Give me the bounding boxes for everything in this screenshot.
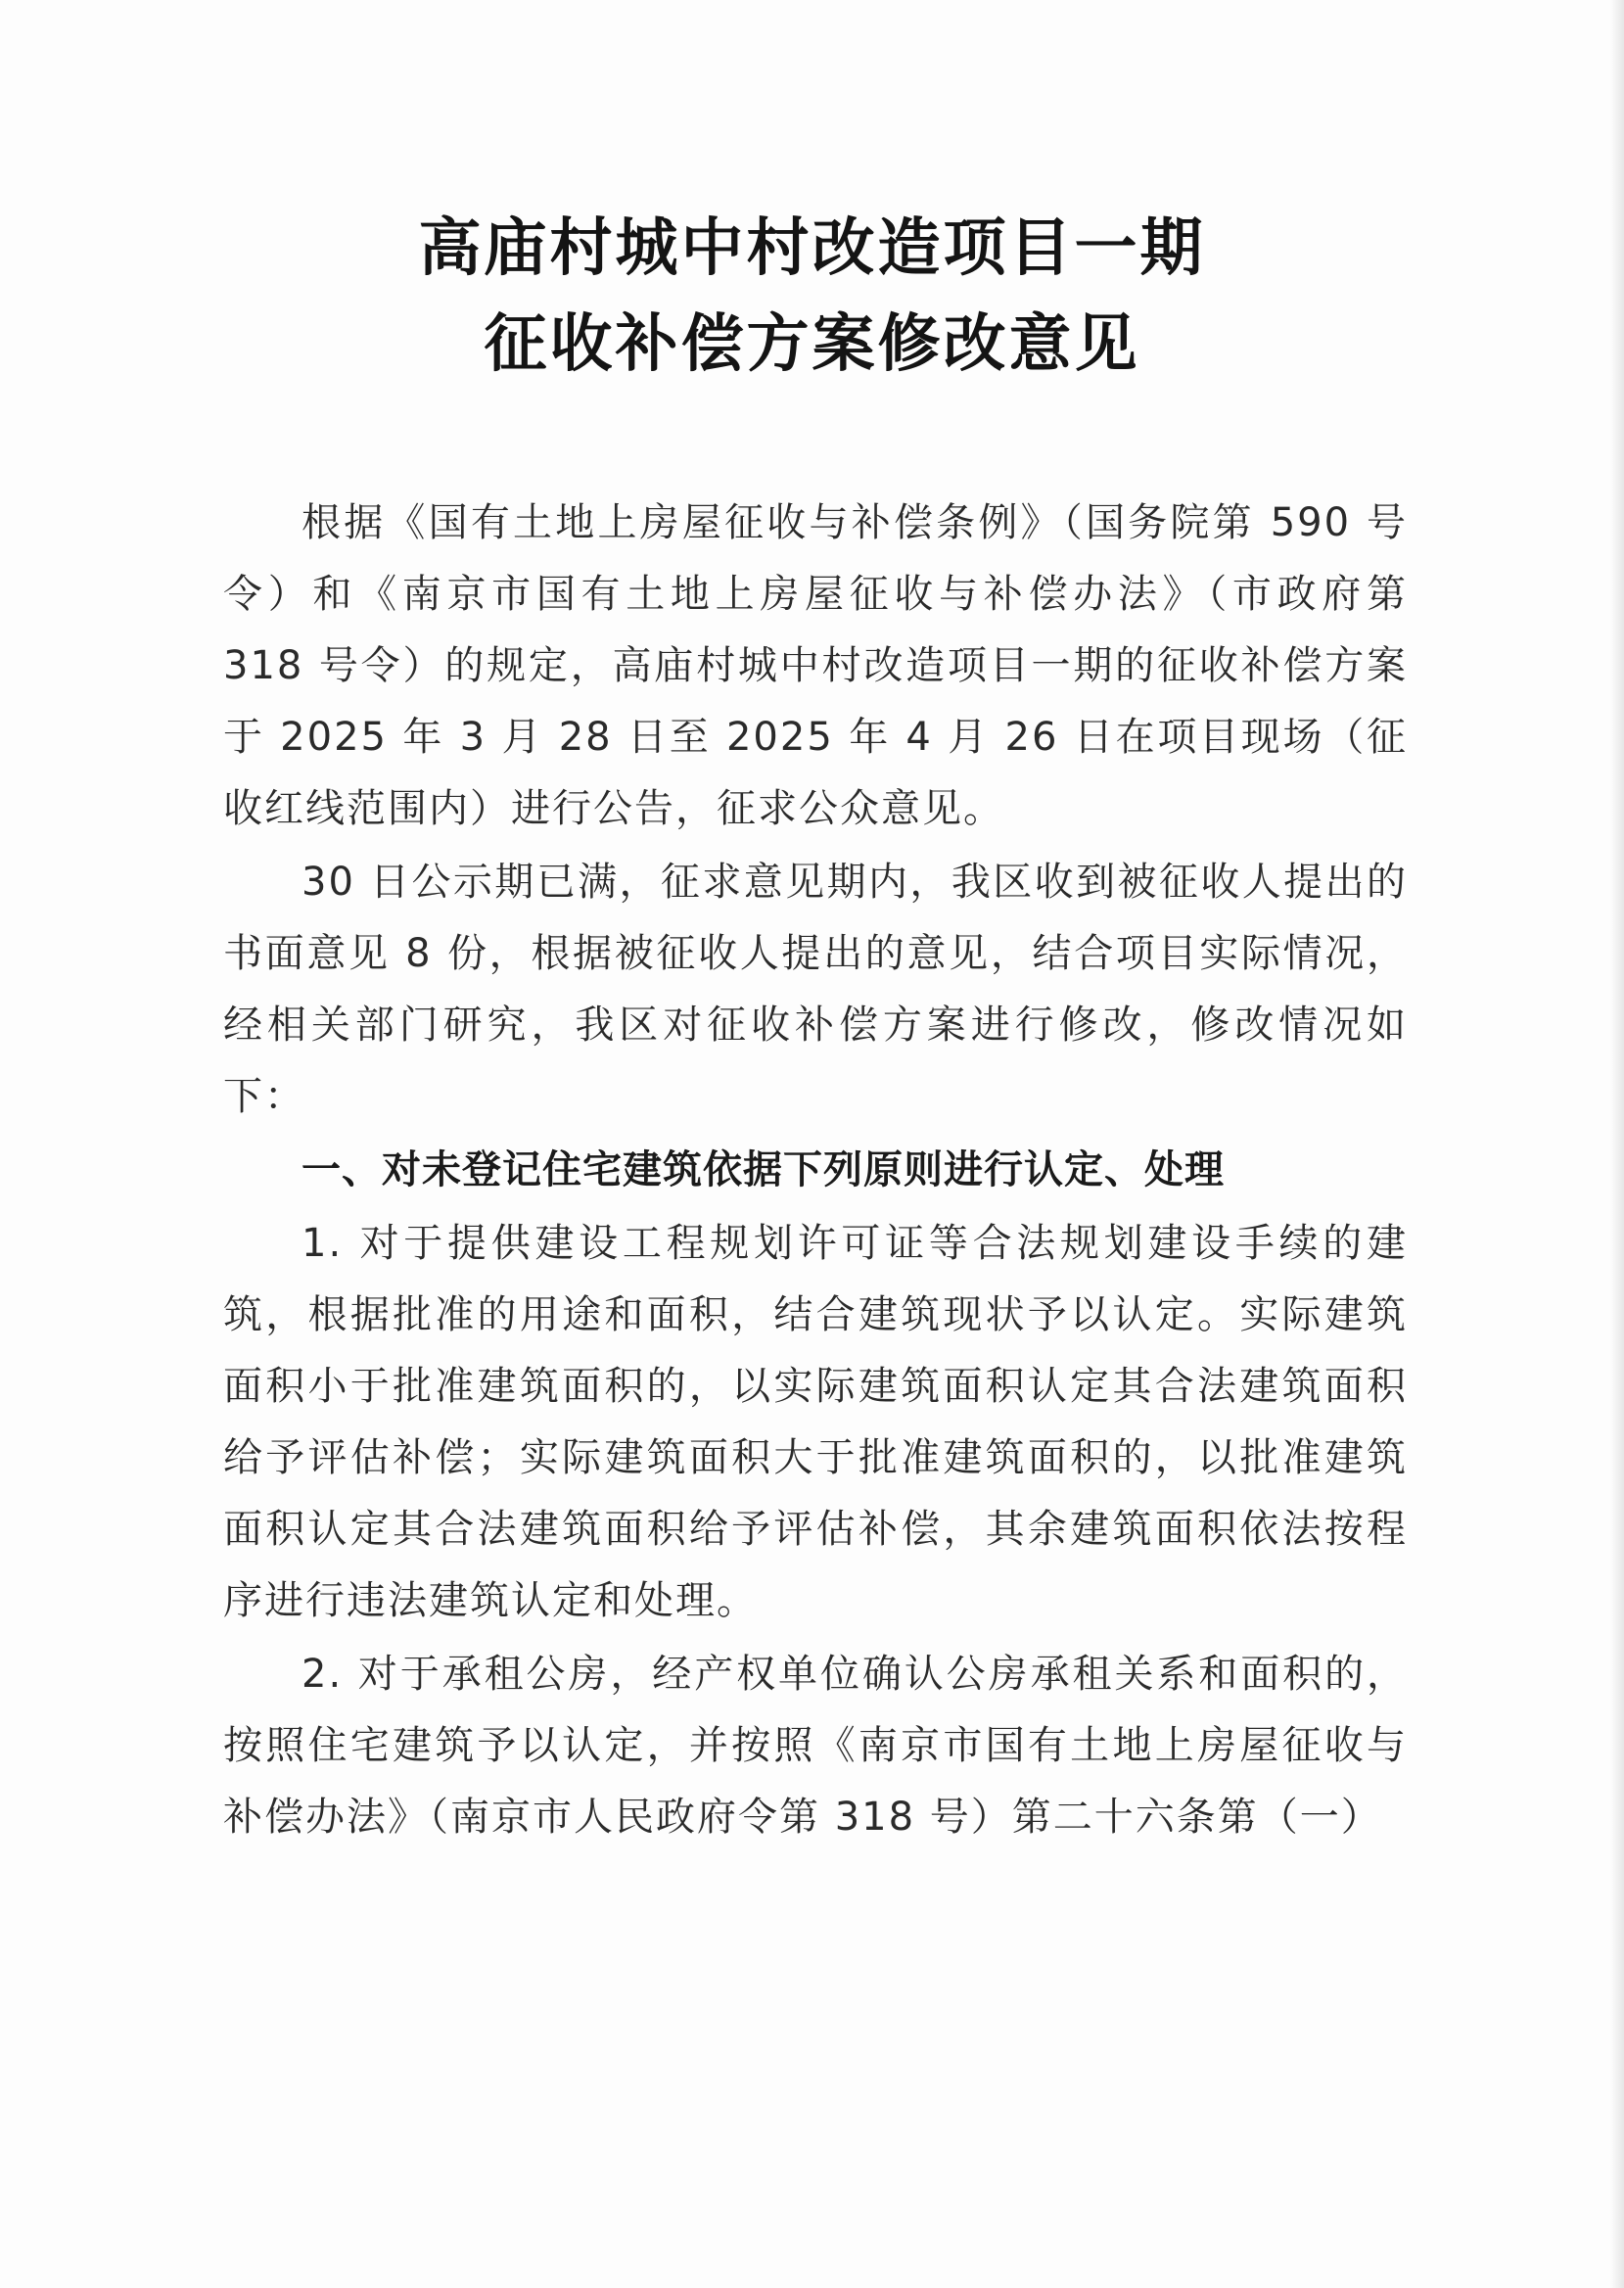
title-line-1: 高庙村城中村改造项目一期 <box>418 211 1206 285</box>
paragraph-item-1: 1. 对于提供建设工程规划许可证等合法规划建设手续的建筑，根据批准的用途和面积，结合建筑现状予以认定。实际建筑面积小于批准建筑面积的，以实际建筑面积认定其合法建筑面积给予评估补偿；实际建筑面积大于批准建筑面积的，以批准建筑面积认定其合法建筑面积给予评估补偿，其余建筑面积依法按程序进行违法建筑认定和处理。 <box>223 1221 1408 1623</box>
section-heading-1: 一、对未登记住宅建筑依据下列原则进行认定、处理 <box>302 1147 1225 1192</box>
paragraph-item-2: 2. 对于承租公房，经产权单位确认公房承租关系和面积的，按照住宅建筑予以认定，并按照《南京市国有土地上房屋征收与补偿办法》（南京市人民政府令第 318 号）第二十六条第（一） <box>223 1652 1408 1840</box>
scan-edge-shadow <box>1610 0 1624 2288</box>
document-title <box>0 201 1624 393</box>
paragraph-public-opinion: 30 日公示期已满，征求意见期内，我区收到被征收人提出的书面意见 8 份，根据被征收人提出的意见，结合项目实际情况，经相关部门研究，我区对征收补偿方案进行修改，修改情况如下： <box>223 860 1408 1119</box>
paragraph-legal-basis: 根据《国有土地上房屋征收与补偿条例》（国务院第 590 号令）和《南京市国有土地上房屋征收与补偿办法》（市政府第 318 号令）的规定，高庙村城中村改造项目一期的征收补偿方案于 2025 年 3 月 28 日至 2025 年 4 月 26 日在项目现场（征收红线范围内）进行公告，征求公众意见。 <box>223 500 1408 831</box>
document-body <box>223 488 1408 1855</box>
title-line-2: 征收补偿方案修改意见 <box>484 307 1140 381</box>
